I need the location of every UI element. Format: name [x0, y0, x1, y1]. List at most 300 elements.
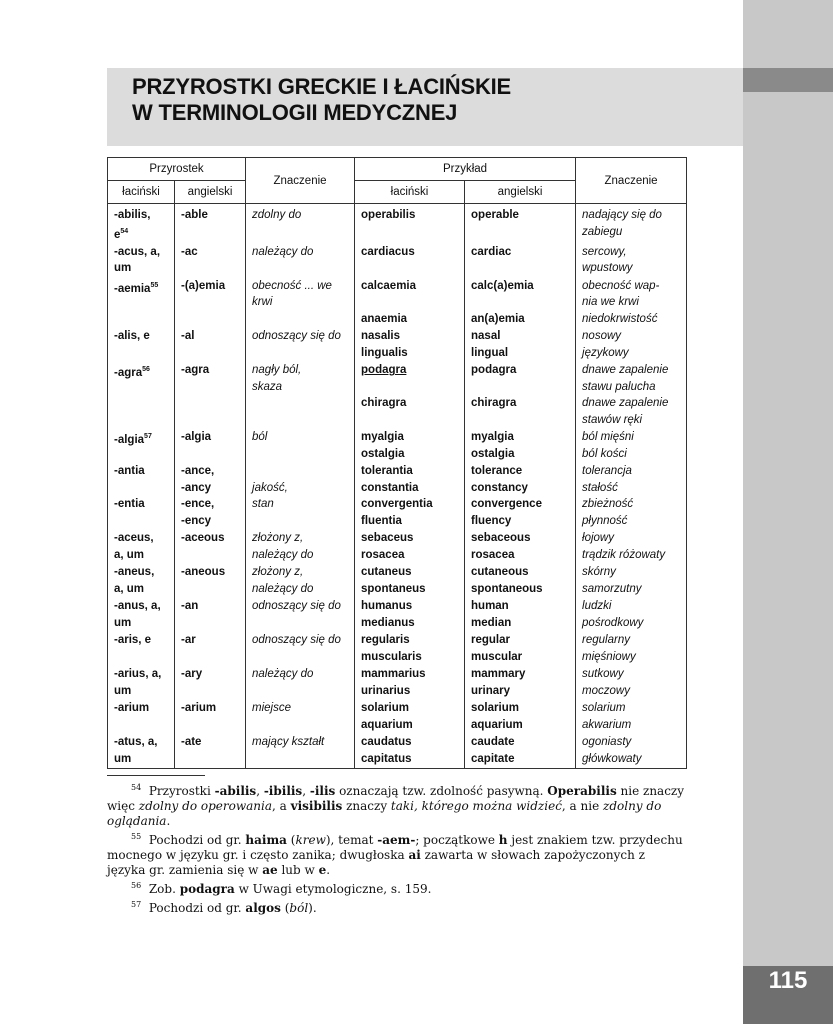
example-english-cell — [465, 328, 576, 362]
example-latin-cell — [355, 362, 465, 429]
suffix-english-cell — [175, 734, 246, 769]
cell-line: odnoszący się do — [252, 600, 341, 613]
example-latin-cell — [355, 666, 465, 700]
cell-line: jakość, — [252, 481, 288, 494]
footnote-number: 57 — [131, 900, 142, 909]
cell-line: -ac — [181, 245, 198, 258]
cell-line: constantia — [361, 481, 419, 494]
cell-line: -arius, a, — [114, 668, 162, 681]
table-row — [108, 632, 687, 666]
suffix-latin-cell — [108, 666, 175, 700]
cell-line: -abilis, — [114, 209, 151, 221]
suffix-latin-cell — [108, 463, 175, 530]
example-english-cell — [465, 666, 576, 700]
footnote-55 — [107, 829, 687, 878]
side-margin-strip — [743, 0, 833, 1024]
cell-line: -aceous — [181, 532, 225, 545]
example-meaning-cell — [576, 429, 687, 463]
cell-line: mammary — [471, 668, 526, 681]
footnote-text: zdolny do oglądania — [107, 799, 662, 828]
footnote-text: ( — [280, 901, 290, 915]
cell-line: -an — [181, 600, 199, 613]
cell-line: sutkowy — [582, 668, 624, 681]
cell-line: ból mięśni — [582, 431, 634, 444]
example-meaning-cell — [576, 700, 687, 734]
cell-line: dnawe zapalenie — [582, 397, 669, 410]
footnote-text: , — [302, 784, 310, 798]
header-example-meaning: Znaczenie — [576, 158, 687, 204]
meaning-cell — [246, 244, 355, 278]
table-row — [108, 700, 687, 734]
cell-line: podagra — [471, 364, 517, 377]
example-latin-cell — [355, 598, 465, 632]
cell-line: median — [471, 616, 512, 629]
example-english-cell — [465, 598, 576, 632]
cell-line: -ar — [181, 634, 196, 647]
suffix-latin-cell — [108, 278, 175, 329]
footnote-text: ; początkowe — [415, 833, 499, 847]
cell-line: rosacea — [471, 548, 515, 561]
cell-line: wpustowy — [582, 262, 633, 275]
cell-line: płynność — [582, 514, 628, 527]
cell-line: fluency — [471, 514, 512, 527]
cell-line: lingual — [471, 346, 509, 359]
cell-line — [471, 379, 571, 396]
cell-line: caudatus — [361, 736, 412, 749]
table-row — [108, 463, 687, 530]
footnote-text: algos — [245, 901, 281, 915]
cell-line: spontaneus — [361, 582, 426, 595]
cell-line: -(a)emia — [181, 279, 226, 292]
cell-line: skórny — [582, 566, 616, 579]
cell-line — [471, 294, 571, 311]
example-meaning-cell — [576, 362, 687, 429]
cell-line: nosowy — [582, 330, 622, 343]
cell-line: um — [114, 262, 132, 275]
example-english-cell — [465, 204, 576, 244]
cell-line: an(a)emia — [471, 312, 525, 325]
cell-line: medianus — [361, 616, 415, 629]
suffix-english-cell — [175, 328, 246, 362]
cell-line: -aneus, — [114, 566, 155, 579]
footnote-text: zawarta w słowach zapożyczonych z języka gr. zamienia się w — [107, 848, 645, 877]
example-english-cell — [465, 244, 576, 278]
cell-line: aquarium — [361, 718, 413, 731]
cell-line: moczowy — [582, 684, 630, 697]
cell-line: regularny — [582, 634, 630, 647]
cell-line: niedokrwistość — [582, 312, 658, 325]
footnote-text: Pochodzi od gr. — [148, 901, 246, 915]
footnote-text: ( — [286, 833, 296, 847]
cell-line: sebaceous — [471, 532, 531, 545]
cell-line: -arium — [181, 702, 217, 715]
example-latin-cell — [355, 463, 465, 530]
cell-line: pośrodkowy — [582, 616, 644, 629]
cell-line: należący do — [252, 582, 314, 595]
suffix-latin-cell — [108, 564, 175, 598]
cell-line: stan — [252, 498, 274, 511]
table-row — [108, 666, 687, 700]
suffix-latin-cell — [108, 700, 175, 734]
cell-line: należący do — [252, 548, 314, 561]
example-english-cell — [465, 530, 576, 564]
cell-line: um — [114, 752, 132, 765]
footnote-text: . — [166, 814, 171, 828]
footnote-text: zdolny do operowania — [138, 799, 272, 813]
footnote-text: ai — [408, 848, 421, 862]
cell-line — [361, 294, 460, 311]
cell-line: zabiegu — [582, 225, 623, 238]
cell-line: nia we krwi — [582, 296, 639, 309]
cell-line: -ency — [181, 514, 212, 527]
cell-line: -atus, a, — [114, 736, 158, 749]
footnote-text: nie znaczy więc — [107, 784, 685, 813]
example-latin-cell — [355, 328, 465, 362]
cell-line: um — [114, 616, 132, 629]
cell-line: operabilis — [361, 209, 416, 221]
cell-line: a, um — [114, 582, 145, 595]
cell-line: solarium — [471, 702, 519, 715]
cell-line: -aneous — [181, 566, 226, 579]
footnote-marker: 56 — [142, 366, 150, 374]
cell-line: chiragra — [471, 397, 517, 410]
cell-line: ostalgia — [361, 447, 405, 460]
footnote-text: h — [498, 833, 508, 847]
cell-line: muscularis — [361, 650, 422, 663]
page-title-line-2: W TERMINOLOGII MEDYCZNEJ — [132, 100, 458, 125]
footnote-text: podagra — [179, 882, 235, 896]
footnote-text: , a nie — [561, 799, 604, 813]
footnote-text: ae — [262, 863, 278, 877]
cell-line: anaemia — [361, 312, 408, 325]
suffix-latin-cell — [108, 429, 175, 463]
footnote-text: Zob. — [148, 882, 180, 896]
meaning-cell — [246, 700, 355, 734]
example-meaning-cell — [576, 463, 687, 530]
suffix-english-cell — [175, 244, 246, 278]
footnote-text: haima — [245, 833, 287, 847]
cell-line: nagły ból, — [252, 364, 302, 377]
cell-line: łojowy — [582, 532, 614, 545]
cell-line: -anus, a, — [114, 600, 161, 613]
footnote-text: Operabilis — [547, 784, 617, 798]
cell-line: -agra — [181, 364, 210, 377]
meaning-cell — [246, 204, 355, 244]
footnote-text: ), temat — [325, 833, 378, 847]
footnote-text: w Uwagi etymologiczne, s. 159. — [234, 882, 432, 896]
suffix-english-cell — [175, 598, 246, 632]
footnote-marker: 55 — [150, 281, 159, 289]
cell-line: tolerantia — [361, 465, 413, 478]
header-meaning: Znaczenie — [246, 158, 355, 204]
table-row — [108, 362, 687, 429]
meaning-cell — [246, 362, 355, 429]
suffix-latin-cell — [108, 204, 175, 244]
footnote-number: 54 — [131, 783, 142, 792]
cell-line: nasal — [471, 330, 501, 343]
cell-line: stawu palucha — [582, 380, 656, 393]
cell-line: mający kształt — [252, 736, 325, 749]
example-meaning-cell — [576, 278, 687, 329]
cell-line: myalgia — [361, 431, 404, 444]
cell-line: dnawe zapalenie — [582, 364, 669, 377]
example-meaning-cell — [576, 530, 687, 564]
suffix-english-cell — [175, 429, 246, 463]
suffix-english-cell — [175, 362, 246, 429]
suffix-english-cell — [175, 463, 246, 530]
example-english-cell — [465, 632, 576, 666]
cell-line: urinarius — [361, 684, 411, 697]
cell-line: nasalis — [361, 330, 401, 343]
footnote-text: -aem- — [377, 833, 416, 847]
example-english-cell — [465, 700, 576, 734]
cell-line: cardiac — [471, 245, 512, 258]
header-suffix: Przyrostek — [108, 158, 246, 181]
footnote-text: , — [256, 784, 264, 798]
cell-line: -entia — [114, 498, 145, 511]
cell-line: solarium — [582, 702, 626, 715]
example-english-cell — [465, 362, 576, 429]
meaning-cell — [246, 429, 355, 463]
footnote-text: ból — [289, 901, 309, 915]
cell-line: convergentia — [361, 498, 433, 511]
suffix-english-cell — [175, 564, 246, 598]
example-latin-cell — [355, 429, 465, 463]
example-meaning-cell — [576, 734, 687, 769]
suffix-english-cell — [175, 700, 246, 734]
table-row — [108, 598, 687, 632]
suffix-latin-cell — [108, 530, 175, 564]
cell-line: stałość — [582, 481, 618, 494]
table-body — [108, 204, 687, 769]
footnote-text: Pochodzi od gr. — [148, 833, 246, 847]
example-english-cell — [465, 278, 576, 329]
cell-line: złożony z, — [252, 532, 304, 545]
cell-line: rosacea — [361, 548, 405, 561]
cell-line: regularis — [361, 634, 410, 647]
cell-line: mammarius — [361, 668, 426, 681]
footnote-rule — [107, 775, 205, 776]
example-meaning-cell — [576, 204, 687, 244]
suffix-english-cell — [175, 204, 246, 244]
example-meaning-cell — [576, 598, 687, 632]
cell-line: sercowy, — [582, 245, 627, 258]
table-row — [108, 244, 687, 278]
suffix-english-cell — [175, 666, 246, 700]
cell-line — [361, 379, 460, 396]
cell-line: tolerancja — [582, 465, 632, 478]
footnote-text: e — [318, 863, 327, 877]
example-english-cell — [465, 429, 576, 463]
cell-line: fluentia — [361, 514, 402, 527]
footnote-marker: 57 — [144, 433, 152, 441]
footnote-text: znaczy — [342, 799, 391, 813]
cell-line: regular — [471, 634, 511, 647]
suffix-latin-cell — [108, 244, 175, 278]
example-meaning-cell — [576, 328, 687, 362]
header-example-english: angielski — [465, 181, 576, 204]
meaning-cell — [246, 328, 355, 362]
example-english-cell — [465, 463, 576, 530]
meaning-cell — [246, 530, 355, 564]
table-row — [108, 530, 687, 564]
footnote-text: -abilis — [214, 784, 257, 798]
footnote-text: . — [326, 863, 331, 877]
cell-line: główkowaty — [582, 752, 642, 765]
cell-line: -algia — [181, 431, 212, 444]
suffix-english-cell — [175, 278, 246, 329]
footnote-text: ). — [308, 901, 317, 915]
footnote-57 — [107, 897, 687, 916]
header-example: Przykład — [355, 158, 576, 181]
footnote-number: 56 — [131, 881, 142, 890]
cell-line: trądzik różowaty — [582, 548, 666, 561]
cell-line: -aemia — [114, 282, 151, 295]
cell-line: operable — [471, 209, 519, 221]
meaning-cell — [246, 666, 355, 700]
suffix-latin-cell — [108, 362, 175, 429]
cell-line: -acus, a, — [114, 245, 161, 258]
footnote-56 — [107, 878, 687, 897]
cell-line — [252, 463, 350, 480]
suffix-english-cell — [175, 632, 246, 666]
cell-line: cardiacus — [361, 245, 415, 258]
cell-line: capitate — [471, 752, 515, 765]
cell-line: sebaceus — [361, 532, 414, 545]
cell-line: capitatus — [361, 752, 412, 765]
table-row — [108, 204, 687, 244]
cell-line: -agra — [114, 367, 143, 380]
meaning-cell — [246, 734, 355, 769]
cell-line: zdolny do — [252, 209, 302, 221]
footnote-text: -ibilis — [263, 784, 303, 798]
example-meaning-cell — [576, 666, 687, 700]
meaning-cell — [246, 278, 355, 329]
table-row — [108, 429, 687, 463]
cell-line: krwi — [252, 296, 273, 309]
cell-line: -aceus, — [114, 532, 154, 545]
header-suffix-latin: łaciński — [108, 181, 175, 204]
cell-line: ludzki — [582, 600, 612, 613]
cell-line: należący do — [252, 668, 314, 681]
cell-line: lingualis — [361, 346, 408, 359]
cell-line: -able — [181, 209, 208, 221]
page-number: 115 — [768, 967, 808, 994]
example-latin-cell — [355, 204, 465, 244]
cell-line: akwarium — [582, 718, 632, 731]
cell-line: caudate — [471, 736, 515, 749]
suffix-english-cell — [175, 530, 246, 564]
cell-line: urinary — [471, 684, 511, 697]
cell-line: humanus — [361, 600, 413, 613]
cell-line: chiragra — [361, 397, 407, 410]
example-english-cell — [465, 564, 576, 598]
footnote-text: jest znakiem tzw. przydechu mocnego w języku gr. i często zanika; dwugłoska — [107, 833, 683, 862]
page-title — [132, 74, 511, 126]
example-english-cell — [465, 734, 576, 769]
meaning-cell — [246, 564, 355, 598]
cell-line: miejsce — [252, 702, 291, 715]
cell-line: stawów ręki — [582, 413, 643, 426]
page-number-box — [743, 966, 833, 1024]
cell-line: a, um — [114, 548, 145, 561]
example-latin-cell — [355, 278, 465, 329]
cell-line: -arium — [114, 702, 150, 715]
footnote-text: lub w — [277, 863, 319, 877]
suffix-latin-cell — [108, 734, 175, 769]
suffix-table — [107, 157, 687, 769]
cell-line: -ence, — [181, 498, 215, 511]
cell-line: calc(a)emia — [471, 279, 534, 292]
cell-line: podagra — [361, 364, 407, 377]
cell-line: obecność wap- — [582, 279, 660, 292]
chapter-header — [107, 68, 743, 146]
cell-line: muscular — [471, 650, 523, 663]
table-row — [108, 564, 687, 598]
cell-line: nadający się do — [582, 209, 662, 221]
cell-line: cutaneous — [471, 566, 529, 579]
suffix-latin-cell — [108, 632, 175, 666]
cell-line: -ate — [181, 736, 202, 749]
example-latin-cell — [355, 564, 465, 598]
table-row — [108, 278, 687, 329]
cell-line: -al — [181, 330, 195, 343]
suffix-latin-cell — [108, 598, 175, 632]
example-latin-cell — [355, 632, 465, 666]
cell-line: -aris, e — [114, 634, 152, 647]
cell-line: e — [114, 228, 121, 241]
table-row — [108, 328, 687, 362]
meaning-cell — [246, 598, 355, 632]
cell-line: obecność ... we — [252, 279, 332, 292]
cell-line: skaza — [252, 380, 283, 393]
cell-line: spontaneous — [471, 582, 543, 595]
cell-line: tolerance — [471, 465, 523, 478]
meaning-cell — [246, 632, 355, 666]
cell-line: ból kości — [582, 447, 627, 460]
table-row — [108, 734, 687, 769]
cell-line: -ary — [181, 668, 203, 681]
cell-line: um — [114, 684, 132, 697]
cell-line: calcaemia — [361, 279, 417, 292]
cell-line: ból — [252, 431, 268, 444]
cell-line: -ance, — [181, 465, 215, 478]
cell-line: -algia — [114, 434, 145, 447]
cell-line: ostalgia — [471, 447, 515, 460]
page-title-line-1: PRZYROSTKI GRECKIE I ŁACIŃSKIE — [132, 74, 512, 99]
footnote-text: Przyrostki — [148, 784, 215, 798]
cell-line: językowy — [582, 346, 629, 359]
footnote-text: visibilis — [290, 799, 343, 813]
example-meaning-cell — [576, 632, 687, 666]
example-latin-cell — [355, 700, 465, 734]
example-latin-cell — [355, 734, 465, 769]
cell-line: -ancy — [181, 481, 212, 494]
footnote-text: taki, którego można widzieć — [390, 799, 562, 813]
header-example-latin: łaciński — [355, 181, 465, 204]
example-latin-cell — [355, 530, 465, 564]
cell-line: human — [471, 600, 509, 613]
cell-line: solarium — [361, 702, 409, 715]
cell-line: aquarium — [471, 718, 523, 731]
footnote-54 — [107, 780, 687, 829]
footnote-number: 55 — [131, 832, 142, 841]
meaning-cell — [246, 463, 355, 530]
footnote-text: , a — [271, 799, 291, 813]
cell-line: złożony z, — [252, 566, 304, 579]
footnote-text: -ilis — [309, 784, 336, 798]
footnote-marker: 54 — [120, 227, 129, 235]
